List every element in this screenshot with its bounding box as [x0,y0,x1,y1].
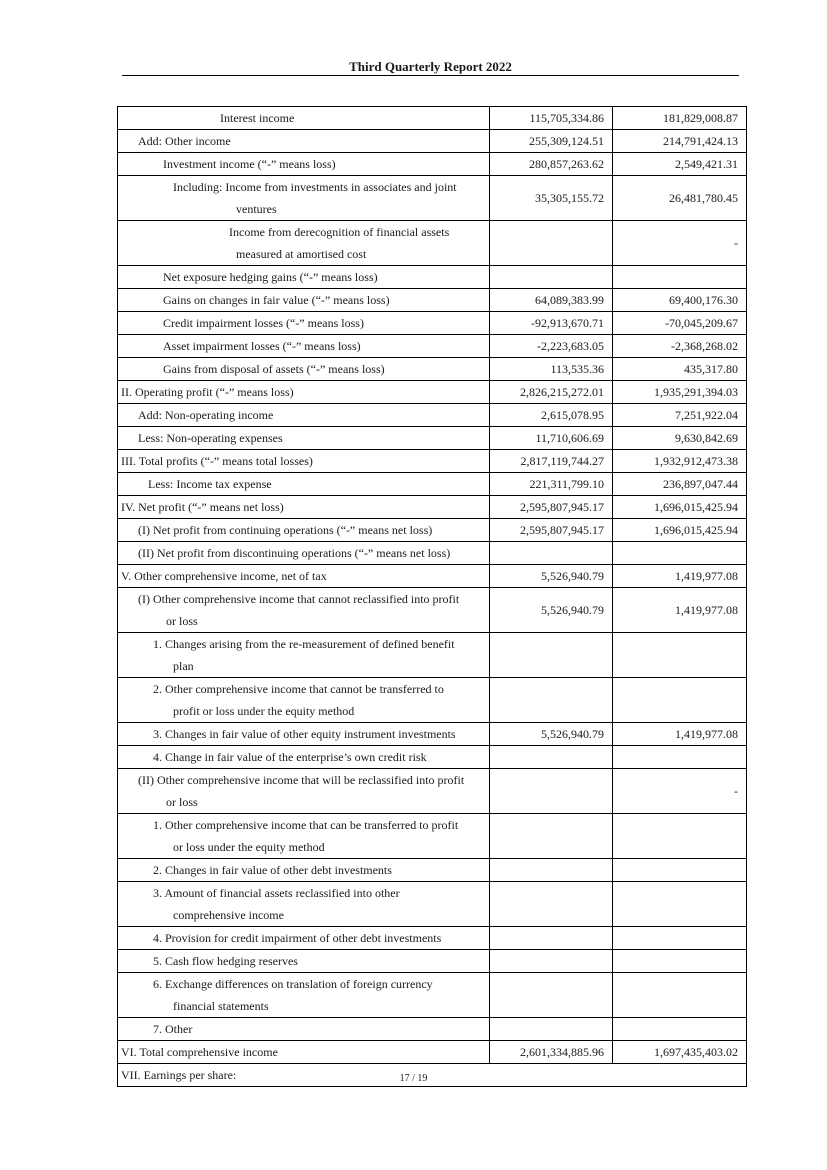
prior-period-value: 236,897,047.44 [613,473,747,496]
current-period-value: 255,309,124.51 [490,130,613,153]
row-label-continued: or loss under the equity method [173,840,325,854]
row-label-cell [118,1018,490,1041]
row-label: Asset impairment losses (“-” means loss) [163,339,361,353]
row-label-continued: or loss [166,795,198,809]
row-label-cell [118,565,490,588]
current-period-value: -92,913,670.71 [490,312,613,335]
row-label: Credit impairment losses (“-” means loss) [163,316,364,330]
row-label: 2. Changes in fair value of other debt investments [153,863,392,877]
table-row [118,973,747,1018]
table-row [118,746,747,769]
current-period-value [490,221,613,266]
prior-period-value: -70,045,209.67 [613,312,747,335]
table-row [118,312,747,335]
row-label: Including: Income from investments in associates and joint [173,180,457,194]
current-period-value: 5,526,940.79 [490,565,613,588]
current-period-value: 5,526,940.79 [490,588,613,633]
income-statement-table [117,106,747,1087]
prior-period-value: 9,630,842.69 [613,427,747,450]
row-label-cell [118,266,490,289]
row-label: 3. Amount of financial assets reclassified into other [153,886,400,900]
prior-period-value: - [613,221,747,266]
current-period-value: 113,535.36 [490,358,613,381]
prior-period-value: 1,932,912,473.38 [613,450,747,473]
table-row [118,542,747,565]
table-row [118,1041,747,1064]
current-period-value: 221,311,799.10 [490,473,613,496]
table-row [118,381,747,404]
table-row [118,859,747,882]
row-label-cell [118,950,490,973]
row-label-cell [118,221,490,266]
table-row [118,289,747,312]
current-period-value: 2,817,119,744.27 [490,450,613,473]
row-label: 2. Other comprehensive income that cannot be transferred to [153,682,444,696]
row-label: (II) Other comprehensive income that will be reclassified into profit [138,773,465,787]
prior-period-value: 69,400,176.30 [613,289,747,312]
row-label: 7. Other [153,1022,193,1036]
row-label-cell [118,746,490,769]
prior-period-value: 435,317.80 [613,358,747,381]
row-label-cell [118,882,490,927]
row-label-cell [118,312,490,335]
table-row [118,723,747,746]
prior-period-value: 1,419,977.08 [613,588,747,633]
row-label: Less: Income tax expense [148,477,272,491]
prior-period-value: 7,251,922.04 [613,404,747,427]
prior-period-value: 1,419,977.08 [613,565,747,588]
row-label-cell [118,176,490,221]
row-label-continued: plan [173,659,194,673]
prior-period-value [613,633,747,678]
row-label-cell [118,427,490,450]
table-row [118,358,747,381]
row-label-cell [118,859,490,882]
table-row [118,450,747,473]
page-number: 17 / 19 [399,1073,428,1084]
prior-period-value [613,266,747,289]
row-label-continued: comprehensive income [173,908,284,922]
current-period-value [490,814,613,859]
row-label: 4. Provision for credit impairment of other debt investments [153,931,442,945]
current-period-value: 35,305,155.72 [490,176,613,221]
table-row [118,427,747,450]
prior-period-value [613,814,747,859]
current-period-value [490,950,613,973]
prior-period-value: 1,419,977.08 [613,723,747,746]
current-period-value [490,746,613,769]
row-label-cell [118,1041,490,1064]
prior-period-value [613,950,747,973]
current-period-value [490,1018,613,1041]
current-period-value: 115,705,334.86 [490,107,613,130]
row-label: Investment income (“-” means loss) [163,157,336,171]
current-period-value: 2,826,215,272.01 [490,381,613,404]
prior-period-value: 1,696,015,425.94 [613,496,747,519]
row-label-cell [118,769,490,814]
row-label-cell [118,358,490,381]
row-label: Less: Non-operating expenses [138,431,283,445]
income-statement-body [118,107,747,1087]
table-row [118,496,747,519]
row-label-cell [118,496,490,519]
table-row [118,882,747,927]
row-label-continued: financial statements [173,999,269,1013]
current-period-value: 2,601,334,885.96 [490,1041,613,1064]
current-period-value [490,973,613,1018]
row-label-continued: or loss [166,614,198,628]
report-header-title: Third Quarterly Report 2022 [349,59,512,74]
row-label: Add: Other income [138,134,231,148]
row-label-cell [118,153,490,176]
table-row [118,266,747,289]
prior-period-value [613,746,747,769]
row-label: II. Operating profit (“-” means loss) [121,385,294,399]
row-label: Income from derecognition of financial assets [229,225,450,239]
prior-period-value [613,973,747,1018]
row-label: III. Total profits (“-” means total losses) [121,454,313,468]
table-row [118,565,747,588]
row-label-cell [118,633,490,678]
row-label-cell [118,678,490,723]
prior-period-value: 26,481,780.45 [613,176,747,221]
row-label-cell [118,404,490,427]
prior-period-value: 1,697,435,403.02 [613,1041,747,1064]
row-label: 6. Exchange differences on translation of foreign currency [153,977,433,991]
row-label: (I) Other comprehensive income that cannot reclassified into profit [138,592,460,606]
row-label: 1. Other comprehensive income that can be transferred to profit [153,818,459,832]
table-row [118,814,747,859]
row-label: (I) Net profit from continuing operations (“-” means net loss) [138,523,433,537]
row-label: Gains on changes in fair value (“-” means loss) [163,293,390,307]
row-label-cell [118,107,490,130]
prior-period-value [613,859,747,882]
prior-period-value: 1,696,015,425.94 [613,519,747,542]
table-row [118,107,747,130]
row-label-continued: ventures [236,202,277,216]
current-period-value [490,266,613,289]
row-label: Net exposure hedging gains (“-” means loss) [163,270,378,284]
current-period-value: 2,595,807,945.17 [490,519,613,542]
row-label-cell [118,814,490,859]
row-label: VI. Total comprehensive income [121,1045,278,1059]
row-label-cell [118,335,490,358]
prior-period-value: 214,791,424.13 [613,130,747,153]
table-row [118,1018,747,1041]
prior-period-value [613,542,747,565]
row-label: 1. Changes arising from the re-measurement of defined benefit [153,637,455,651]
prior-period-value: 181,829,008.87 [613,107,747,130]
row-label: Add: Non-operating income [138,408,274,422]
table-row [118,519,747,542]
table-row [118,176,747,221]
row-label-cell [118,450,490,473]
current-period-value [490,927,613,950]
prior-period-value [613,1018,747,1041]
table-row [118,404,747,427]
row-label: VII. Earnings per share: [121,1068,237,1082]
current-period-value: 2,615,078.95 [490,404,613,427]
row-label-cell [118,723,490,746]
current-period-value: 280,857,263.62 [490,153,613,176]
table-row [118,678,747,723]
header-rule [122,75,739,76]
table-row [118,769,747,814]
current-period-value: 2,595,807,945.17 [490,496,613,519]
row-label-cell [118,519,490,542]
table-row [118,588,747,633]
prior-period-value [613,678,747,723]
row-label-cell [118,381,490,404]
table-row [118,335,747,358]
prior-period-value: -2,368,268.02 [613,335,747,358]
prior-period-value: - [613,769,747,814]
current-period-value [490,542,613,565]
table-row [118,153,747,176]
prior-period-value [613,882,747,927]
row-label: IV. Net profit (“-” means net loss) [121,500,284,514]
prior-period-value: 2,549,421.31 [613,153,747,176]
row-label-cell [118,130,490,153]
row-label: Interest income [220,111,295,125]
current-period-value [490,633,613,678]
table-row [118,927,747,950]
table-row [118,130,747,153]
table-row [118,950,747,973]
row-label: 5. Cash flow hedging reserves [153,954,298,968]
current-period-value: -2,223,683.05 [490,335,613,358]
current-period-value [490,859,613,882]
table-row [118,221,747,266]
current-period-value [490,882,613,927]
row-label: 3. Changes in fair value of other equity instrument investments [153,727,456,741]
row-label: (II) Net profit from discontinuing operations (“-” means net loss) [138,546,451,560]
row-label-cell [118,927,490,950]
row-label: V. Other comprehensive income, net of tax [121,569,327,583]
current-period-value: 11,710,606.69 [490,427,613,450]
row-label-continued: measured at amortised cost [236,247,367,261]
row-label-continued: profit or loss under the equity method [173,704,355,718]
prior-period-value [613,927,747,950]
table-row [118,473,747,496]
row-label-cell [118,542,490,565]
row-label: 4. Change in fair value of the enterprise’s own credit risk [153,750,427,764]
prior-period-value: 1,935,291,394.03 [613,381,747,404]
current-period-value [490,678,613,723]
current-period-value [490,769,613,814]
row-label-cell [118,973,490,1018]
row-label-cell [118,473,490,496]
row-label: Gains from disposal of assets (“-” means loss) [163,362,385,376]
current-period-value: 5,526,940.79 [490,723,613,746]
row-label-cell [118,289,490,312]
row-label-cell [118,588,490,633]
current-period-value: 64,089,383.99 [490,289,613,312]
table-row [118,633,747,678]
